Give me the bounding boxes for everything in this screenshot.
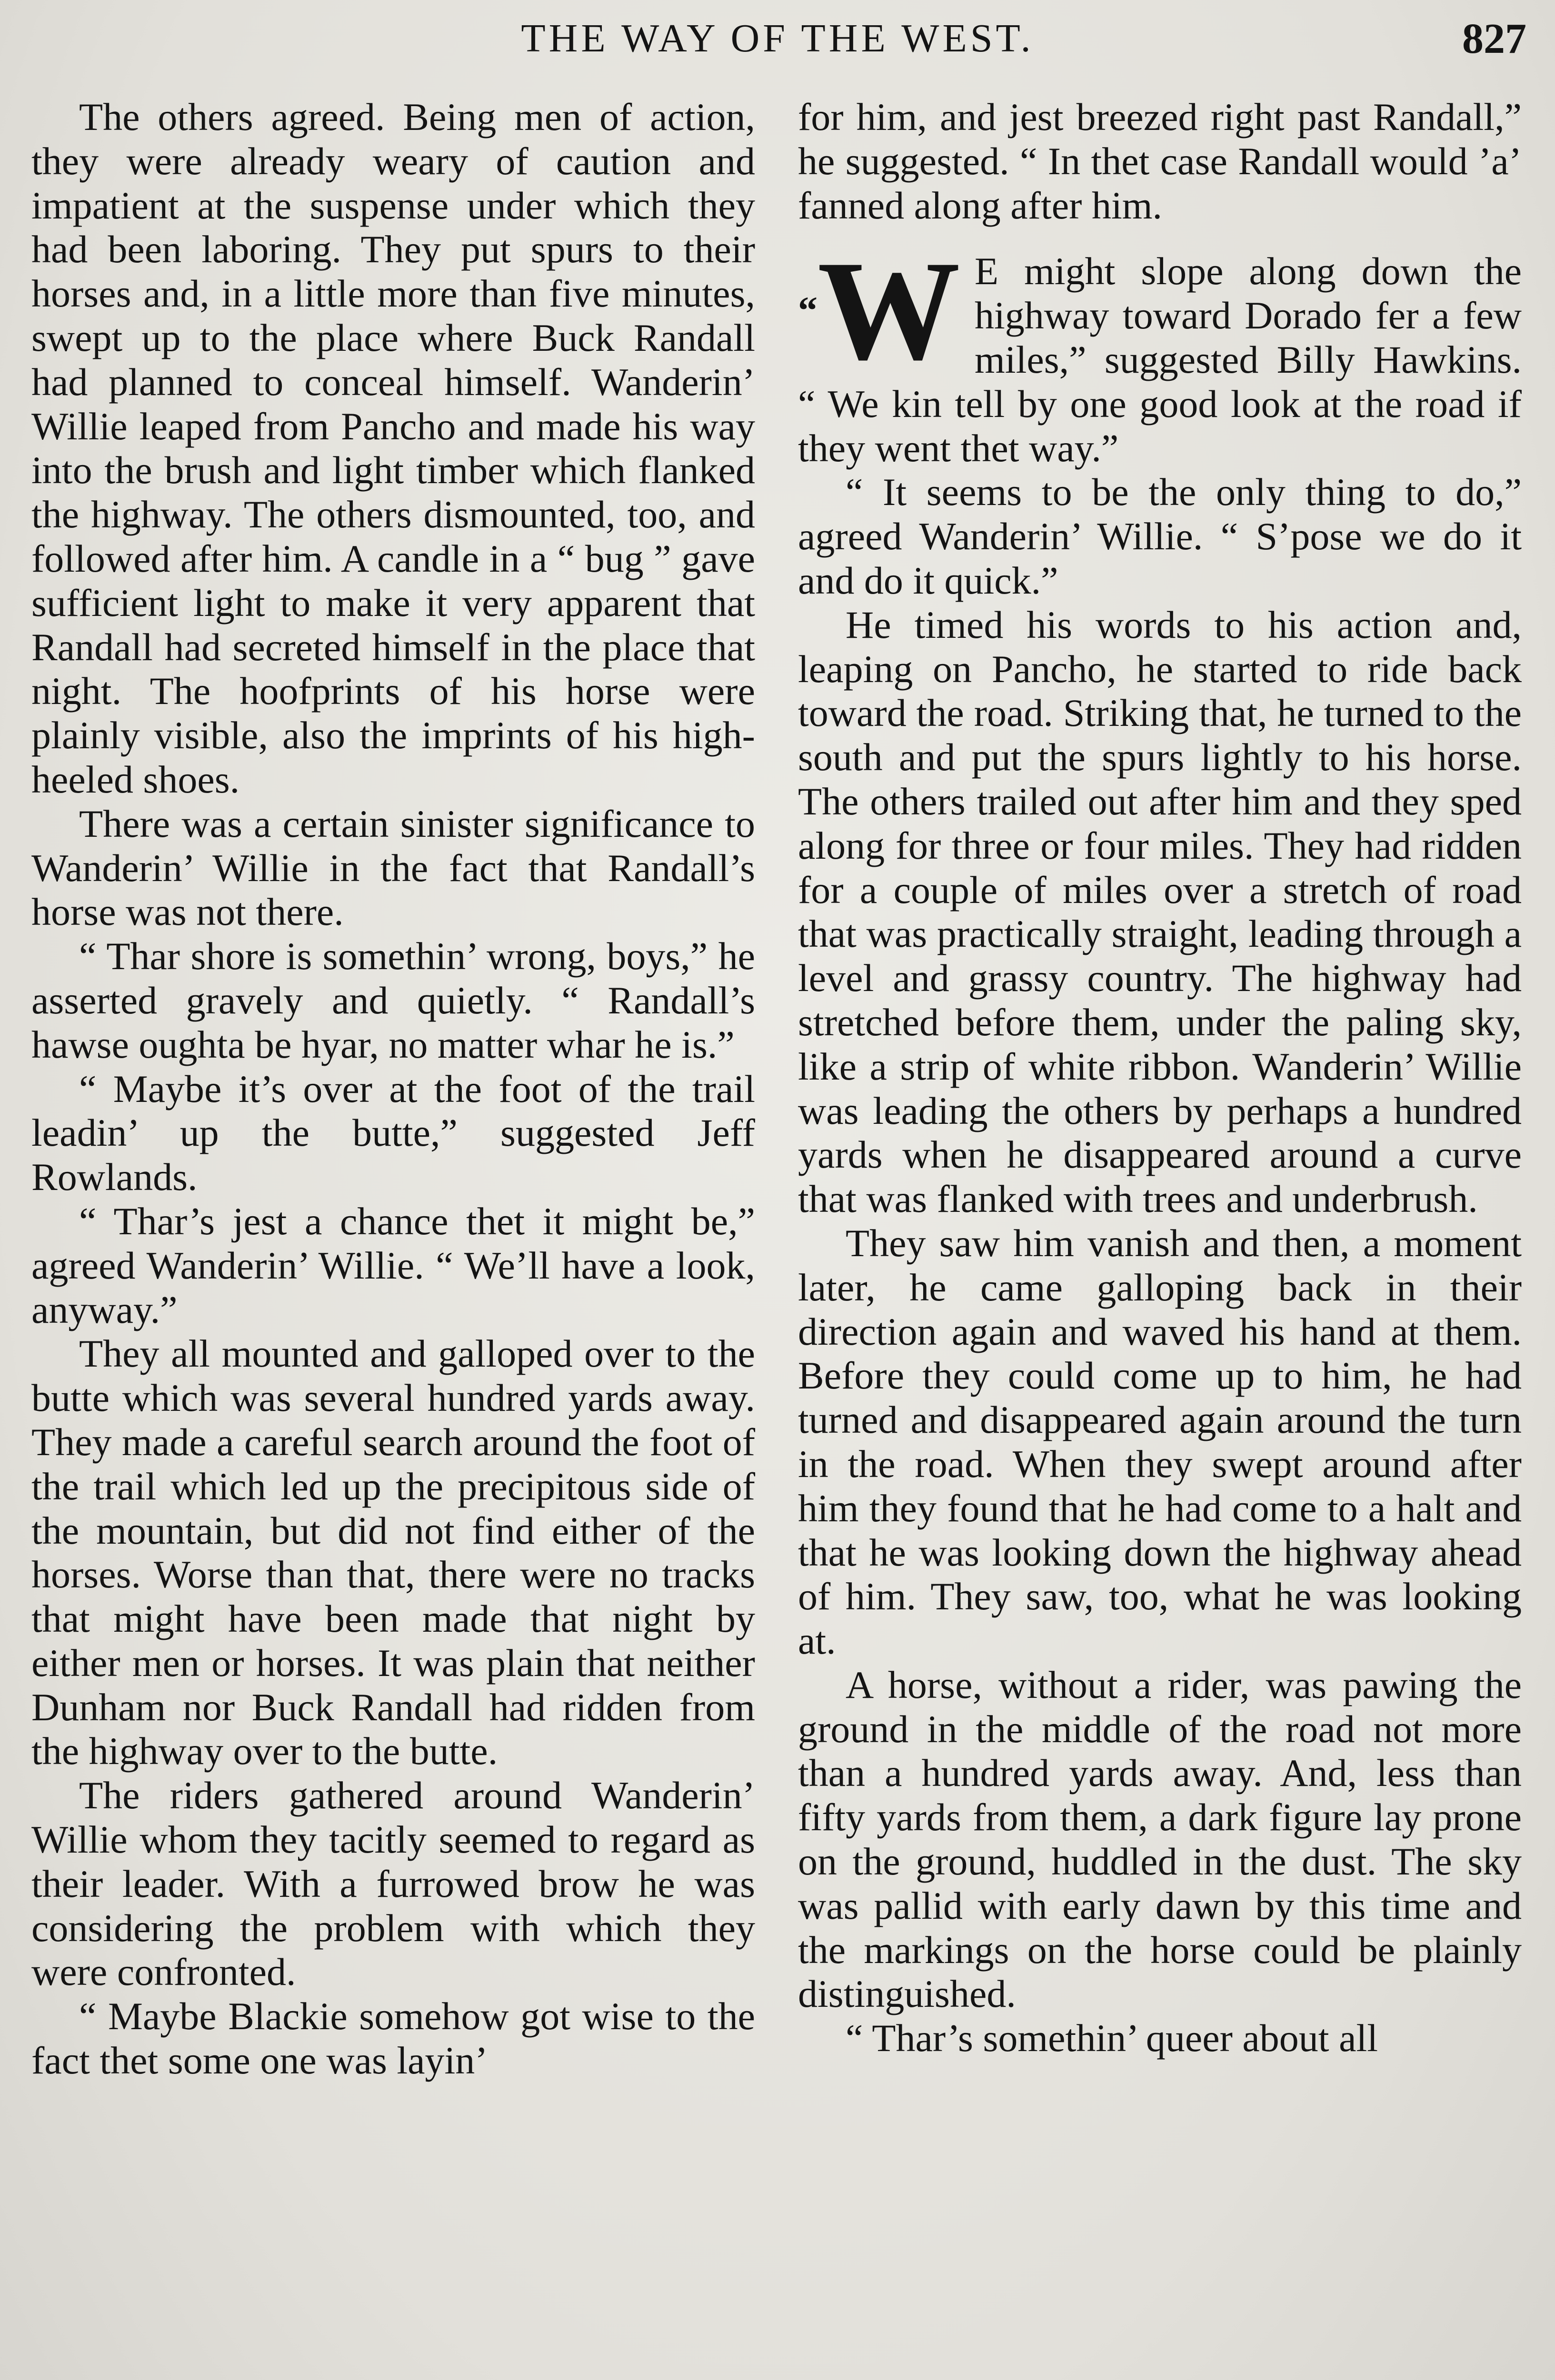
drop-cap-paragraph <box>798 231 1522 470</box>
paragraph: “ Maybe Blackie somehow got wise to the fact thet some one was layin’ <box>31 1994 755 2082</box>
page-header <box>29 10 1526 68</box>
continued-paragraph: for him, and jest breezed right past Randall,” he suggested. “ In thet case Randall would ’a’ fanned along after him. <box>798 95 1522 227</box>
paragraph: A horse, without a rider, was pawing the ground in the middle of the road not more than a hundred yards away. And, less than fifty yards from them, a dark figure lay prone on the ground, huddled in the dust. The sky was pallid with early dawn by this time and the markings on the horse could be plainly distinguished. <box>798 1663 1522 2016</box>
paragraph: The riders gathered around Wanderin’ Willie whom they tacitly seemed to regard as their leader. With a furrowed brow he was considering the problem with which they were confronted. <box>31 1774 755 1994</box>
paragraph: “ Thar’s jest a chance thet it might be,” agreed Wanderin’ Willie. “ We’ll have a look, anyway.” <box>31 1199 755 1331</box>
drop-cap-quote: “ <box>798 288 817 332</box>
paragraph: They all mounted and galloped over to the butte which was several hundred yards away. They made a careful search around the foot of the trail which led up the precipitous side of the mountain, but did not find either of the horses. Worse than that, there were no tracks that might have been made that night by either men or horses. It was plain that neither Dunham nor Buck Randall had ridden from the highway over to the butte. <box>31 1332 755 1773</box>
page-number: 827 <box>1462 15 1526 62</box>
left-column <box>31 95 755 2083</box>
paragraph: “ Thar shore is somethin’ wrong, boys,” he asserted gravely and quietly. “ Randall’s hawse oughta be hyar, no matter whar he is.” <box>31 934 755 1066</box>
paragraph: “ Maybe it’s over at the foot of the trail leadin’ up the butte,” suggested Jeff Rowlands. <box>31 1067 755 1199</box>
paragraph: He timed his words to his action and, leaping on Pancho, he started to ride back toward the road. Striking that, he turned to the south and put the spurs lightly to his horse. The others trailed out after him and they sped along for three or four miles. They had ridden for a couple of miles over a stretch of road that was practically straight, leading through a level and grassy country. The highway had stretched before them, under the paling sky, like a strip of white ribbon. Wanderin’ Willie was leading the others by perhaps a hundred yards when he disappeared around a curve that was flanked with trees and underbrush. <box>798 603 1522 1221</box>
paragraph: They saw him vanish and then, a moment later, he came galloping back in their direction again and waved his hand at them. Before they could come up to him, he had turned and disappeared again around the turn in the road. When they swept around after him they found that he had come to a halt and that he was looking down the highway ahead of him. They saw, too, what he was looking at. <box>798 1221 1522 1663</box>
right-column <box>798 95 1522 2061</box>
drop-cap <box>798 231 960 390</box>
drop-cap-letter: W <box>817 231 960 390</box>
paragraph: “ It seems to be the only thing to do,” agreed Wanderin’ Willie. “ S’pose we do it and do it quick.” <box>798 470 1522 602</box>
paragraph: There was a certain sinister significance to Wanderin’ Willie in the fact that Randall’s horse was not there. <box>31 802 755 934</box>
paragraph: The others agreed. Being men of action, they were already weary of caution and impatient at the suspense under which they had been laboring. They put spurs to their horses and, in a little more than five minutes, swept up to the place where Buck Randall had planned to conceal himself. Wanderin’ Willie leaped from Pancho and made his way into the brush and light timber which flanked the highway. The others dismounted, too, and followed after him. A candle in a “ bug ” gave sufficient light to make it very apparent that Randall had secreted himself in the place that night. The hoofprints of his horse were plainly visible, also the imprints of his high-heeled shoes. <box>31 95 755 801</box>
drop-cap-paragraph-text: E might slope along down the highway toward Dorado fer a few miles,” suggested Billy Hawkins. “ We kin tell by one good look at the road if they went thet way.” <box>798 249 1522 470</box>
running-title: THE WAY OF THE WEST. <box>521 16 1034 60</box>
paragraph: “ Thar’s somethin’ queer about all <box>846 2016 1378 2060</box>
